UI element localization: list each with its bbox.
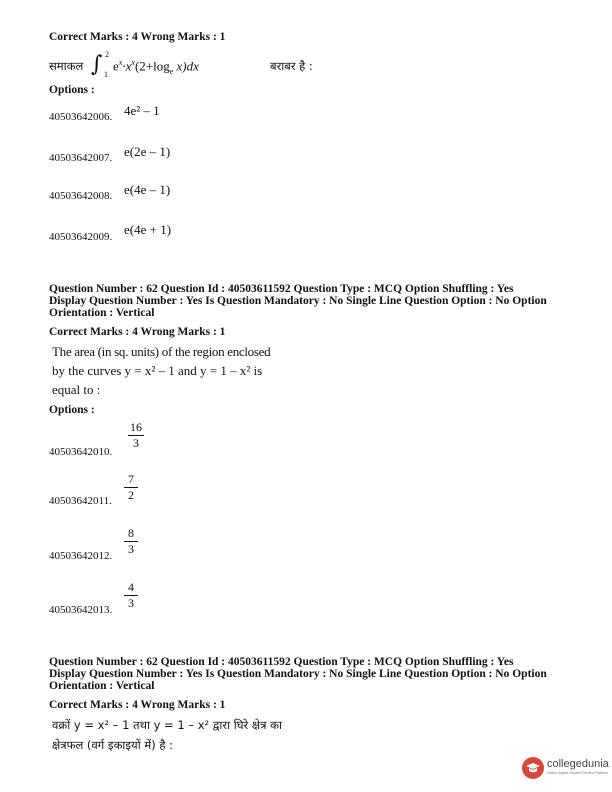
- logo-wordmark: collegedunia: [547, 758, 609, 770]
- q62-en-question-line1: The area (in sq. units) of the region enclosed: [52, 344, 271, 359]
- q61-option-1-text[interactable]: 4e² – 1: [124, 103, 160, 118]
- q62-hi-header-line2: Display Question Number : Yes Is Question Mandatory : No Single Line Question Option : No Option: [49, 668, 547, 680]
- q62-option-2-denominator: 2: [128, 488, 134, 502]
- graduation-cap-icon: [521, 756, 545, 780]
- q61-option-2-id: 40503642007.: [49, 152, 113, 164]
- q61-question-hindi-end: बराबर है :: [270, 59, 313, 73]
- q62-en-header-line1: Question Number : 62 Question Id : 40503611592 Question Type : MCQ Option Shuffling : Yes: [49, 283, 514, 295]
- q62-option-1-denominator: 3: [133, 436, 139, 450]
- q62-option-1-fraction[interactable]: [128, 421, 144, 450]
- integral-lower-limit: 1: [104, 70, 108, 79]
- q62-hi-marks: Correct Marks : 4 Wrong Marks : 1: [49, 699, 226, 711]
- q62-en-header: [49, 283, 547, 319]
- q62-hi-header-line1: Question Number : 62 Question Id : 40503611592 Question Type : MCQ Option Shuffling : Yes: [49, 656, 514, 668]
- q62-hi-question-line2: क्षेत्रफल (वर्ग इकाइयों में) है :: [52, 738, 173, 752]
- q61-option-3-text[interactable]: e(4e – 1): [124, 182, 171, 197]
- q62-option-3-fraction[interactable]: [124, 527, 138, 556]
- q62-option-4-fraction[interactable]: [124, 581, 138, 610]
- q62-hi-question-line1: वक्रों y = x² – 1 तथा y = 1 – x² द्वारा घिरे क्षेत्र का: [52, 718, 282, 732]
- q62-option-4-numerator: 4: [128, 580, 134, 594]
- q61-marks: Correct Marks : 4 Wrong Marks : 1: [49, 31, 226, 43]
- integral-upper-limit: 2: [105, 50, 109, 59]
- q62-en-question-line2: by the curves y = x² – 1 and y = 1 – x² is: [52, 363, 263, 378]
- q62-option-4-id: 40503642013.: [49, 604, 113, 616]
- q62-en-question: [52, 342, 270, 399]
- q62-en-options-label: Options :: [49, 404, 95, 416]
- q62-option-3-id: 40503642012.: [49, 550, 113, 562]
- integrand: $e^x\cdot x^x(2+\log_e$ x)dx: [113, 58, 199, 76]
- q62-en-question-line3: equal to :: [52, 382, 101, 397]
- q62-option-2-fraction[interactable]: [124, 473, 138, 502]
- q62-option-1-id: 40503642010.: [49, 446, 113, 458]
- q61-option-4-text[interactable]: e(4e + 1): [124, 222, 172, 237]
- q62-hi-header: [49, 656, 547, 692]
- q62-en-header-line3: Orientation : Vertical: [49, 307, 155, 319]
- integral-sign-icon: ∫: [91, 52, 103, 77]
- q62-hi-question: [52, 715, 282, 755]
- q62-option-2-numerator: 7: [128, 472, 134, 486]
- q61-option-3-id: 40503642008.: [49, 190, 113, 202]
- q62-option-3-numerator: 8: [128, 526, 134, 540]
- logo-tagline: India's largest Student Review Platform: [547, 771, 608, 775]
- q61-question-hindi: समाकल: [49, 59, 84, 73]
- collegedunia-logo: [521, 755, 609, 781]
- q61-options-label: Options :: [49, 84, 95, 96]
- q61-option-2-text[interactable]: e(2e – 1): [124, 144, 171, 159]
- q62-en-marks: Correct Marks : 4 Wrong Marks : 1: [49, 326, 226, 338]
- q62-option-4-denominator: 3: [128, 596, 134, 610]
- q62-option-3-denominator: 3: [128, 542, 134, 556]
- q61-option-1-id: 40503642006.: [49, 111, 113, 123]
- q62-hi-header-line3: Orientation : Vertical: [49, 680, 155, 692]
- q62-option-2-id: 40503642011.: [49, 495, 112, 507]
- q62-option-1-numerator: 16: [130, 420, 142, 434]
- q62-en-header-line2: Display Question Number : Yes Is Question Mandatory : No Single Line Question Option : No Option: [49, 295, 547, 307]
- q61-option-4-id: 40503642009.: [49, 231, 113, 243]
